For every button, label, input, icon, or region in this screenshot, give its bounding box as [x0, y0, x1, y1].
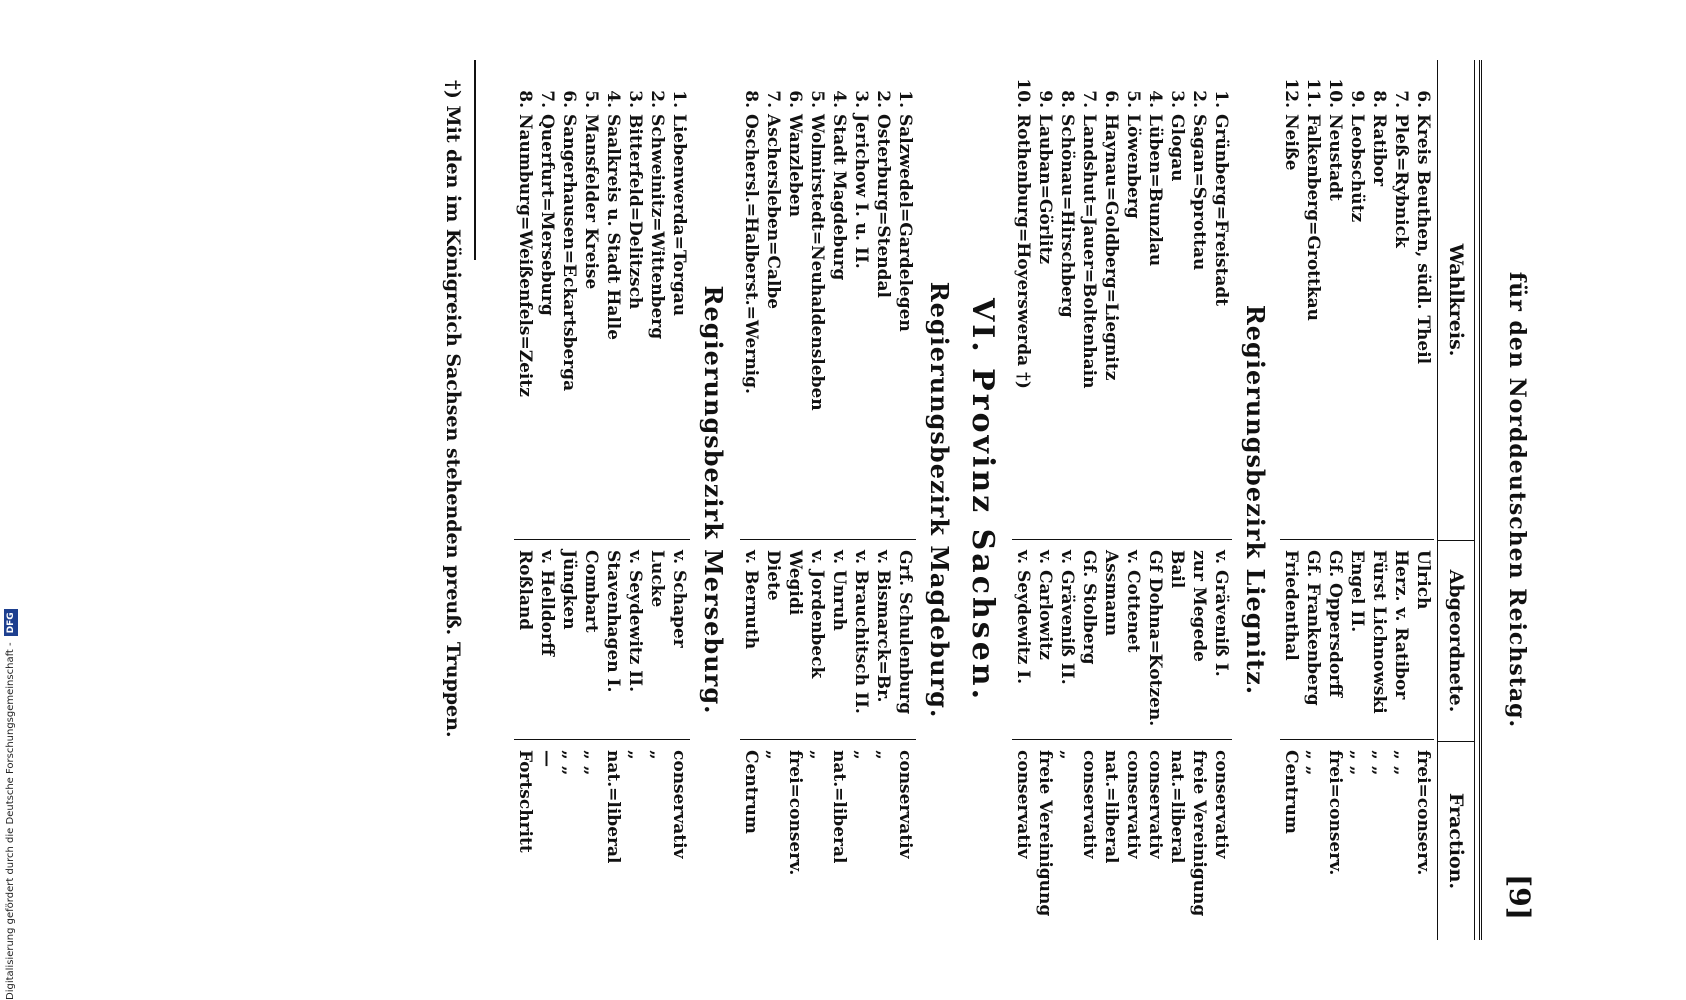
table-row	[1012, 60, 1034, 940]
table-row	[580, 60, 602, 940]
running-head: für den Norddeutschen Reichstag.	[1504, 271, 1530, 729]
abgeordnete-cell: zur Megede	[1188, 540, 1210, 740]
wahlkreis-name: Naumburg=Weißenfels=Zeitz	[515, 114, 535, 397]
row-number: 6.	[559, 90, 579, 108]
table-row	[1412, 60, 1434, 940]
fraction-cell: Fortschritt	[515, 750, 535, 853]
row-number: 8.	[515, 90, 535, 108]
abgeordnete-cell: Combart	[580, 540, 602, 740]
abgeordnete-cell: Herz. v. Ratibor	[1390, 540, 1412, 740]
table-row	[1166, 60, 1188, 940]
abgeordnete-cell: Gf. Stolberg	[1078, 540, 1100, 740]
wahlkreis-name: Grünberg=Freistadt	[1211, 114, 1231, 307]
row-number: 1.	[1211, 90, 1231, 108]
table-row	[806, 60, 828, 940]
fraction-cell: frei=conserv.	[785, 750, 805, 876]
wahlkreis-cell	[762, 60, 784, 540]
wahlkreis-name: Löwenberg	[1123, 114, 1143, 219]
fraction-cell: conservativ	[1211, 750, 1231, 859]
abgeordnete-cell: Stavenhagen I.	[602, 540, 624, 740]
wahlkreis-cell	[1188, 60, 1210, 540]
wahlkreis-name: Mansfelder Kreise	[581, 114, 601, 290]
table-row	[1390, 60, 1412, 940]
wahlkreis-name: Lauban=Görlitz	[1035, 114, 1055, 265]
table-row	[558, 60, 580, 940]
abgeordnete-cell: v. Carlowitz	[1034, 540, 1056, 740]
wahlkreis-name: Salzwedel=Gardelegen	[895, 114, 915, 332]
abgeordnete-cell: Diete	[762, 540, 784, 740]
row-number: 9.	[1035, 90, 1055, 108]
wahlkreis-name: Wolmirstedt=Neuhaldensleben	[807, 114, 827, 411]
table-row	[828, 60, 850, 940]
wahlkreis-cell	[1412, 60, 1434, 540]
abgeordnete-cell: Gf. Frankenberg	[1302, 540, 1324, 740]
fraction-cell: „ „	[1391, 750, 1411, 776]
row-number: 8.	[1057, 90, 1077, 108]
table-header	[1437, 60, 1474, 940]
fraction-cell: freie Vereinigung	[1035, 750, 1055, 917]
fraction-cell: „	[1057, 750, 1077, 760]
top-double-rule	[1474, 60, 1482, 940]
abgeordnete-cell: Friedenthal	[1280, 540, 1302, 740]
fraction-cell: „	[625, 750, 645, 760]
row-number: 2.	[1189, 90, 1209, 108]
wahlkreis-name: Querfurt=Merseburg	[537, 114, 557, 316]
table-row	[1100, 60, 1122, 940]
abgeordnete-cell: v. Seydewitz II.	[624, 540, 646, 740]
row-number: 7.	[1079, 90, 1099, 108]
wahlkreis-name: Jerichow I. u. II.	[851, 114, 871, 269]
abgeordnete-cell: v. Jordenbeck	[806, 540, 828, 740]
digitization-credit	[2, 0, 20, 1000]
row-number: 2.	[647, 90, 667, 108]
wahlkreis-cell	[646, 60, 668, 540]
wahlkreis-cell	[602, 60, 624, 540]
wahlkreis-cell	[558, 60, 580, 540]
row-number: 3.	[1167, 90, 1187, 108]
wahlkreis-cell	[624, 60, 646, 540]
table-row	[1122, 60, 1144, 940]
fraction-cell: „ „	[1303, 750, 1323, 776]
page-number: [9]	[1503, 874, 1536, 920]
fraction-cell: nat.=liberal	[1167, 750, 1187, 864]
wahlkreis-name: Osterburg=Stendal	[873, 114, 893, 299]
fraction-cell: conservativ	[1123, 750, 1143, 859]
table-row	[514, 60, 536, 940]
fraction-cell: conservativ	[1079, 750, 1099, 859]
wahlkreis-name: Aschersleben=Calbe	[763, 114, 783, 310]
wahlkreis-cell	[1012, 60, 1034, 540]
row-number: 5.	[807, 90, 827, 108]
dfg-logo: DFG	[4, 609, 18, 636]
wahlkreis-name: Falkenberg=Grottkau	[1303, 114, 1323, 322]
fraction-cell: Centrum	[1281, 750, 1301, 834]
wahlkreis-name: Ratibor	[1369, 114, 1389, 187]
fraction-cell: „	[647, 750, 667, 760]
wahlkreis-name: Sangerhausen=Eckartsberga	[559, 114, 579, 392]
row-number: 8.	[1369, 90, 1389, 108]
wahlkreis-name: Schönau=Hirschberg	[1057, 114, 1077, 318]
abgeordnete-cell: Grf. Schulenburg	[894, 540, 916, 740]
wahlkreis-cell	[1302, 60, 1324, 540]
table-row	[894, 60, 916, 940]
wahlkreis-cell	[536, 60, 558, 540]
abgeordnete-cell: v. Cottenet	[1122, 540, 1144, 740]
fraction-cell: Centrum	[741, 750, 761, 834]
table-row	[740, 60, 762, 940]
table-row	[602, 60, 624, 940]
scanned-page	[210, 60, 1540, 940]
wahlkreis-name: Haynau=Goldberg=Liegnitz	[1101, 114, 1121, 381]
abgeordnete-cell: Wegidi	[784, 540, 806, 740]
header-wahlkreis: Wahlkreis.	[1438, 60, 1474, 541]
row-number: 4.	[829, 90, 849, 108]
fraction-cell: „ „	[581, 750, 601, 776]
row-number: 4.	[603, 90, 623, 108]
wahlkreis-name: Stadt Magdeburg	[829, 114, 849, 281]
wahlkreis-cell	[1078, 60, 1100, 540]
fraction-cell: frei=conserv.	[1413, 750, 1433, 876]
wahlkreis-cell	[1324, 60, 1346, 540]
row-number: 3.	[851, 90, 871, 108]
row-number: 8.	[741, 90, 761, 108]
row-number: 12.	[1281, 78, 1301, 108]
fraction-cell: „	[807, 750, 827, 760]
wahlkreis-name: Sagan=Sprottau	[1189, 114, 1209, 271]
abgeordnete-cell: v. Bernuth	[740, 540, 762, 740]
fraction-cell: conservativ	[1013, 750, 1033, 859]
abgeordnete-cell: v. Gräveniß I.	[1210, 540, 1232, 740]
fraction-cell: nat.=liberal	[829, 750, 849, 864]
wahlkreis-cell	[1100, 60, 1122, 540]
table-row	[668, 60, 690, 940]
credit-text: Digitalisierung gefördert durch die Deutsche Forschungsgemeinschaft -	[5, 642, 16, 1000]
abgeordnete-cell: v. Unruh	[828, 540, 850, 740]
table-row	[850, 60, 872, 940]
fraction-cell: „	[873, 750, 893, 760]
magdeburg-title: Regierungsbezirk Magdeburg.	[925, 281, 954, 719]
table-row	[1188, 60, 1210, 940]
table-row	[872, 60, 894, 940]
fraction-cell: —	[537, 750, 557, 767]
merseburg-rows	[514, 60, 690, 940]
header-abgeordnete: Abgeordnete.	[1438, 541, 1474, 742]
abgeordnete-cell: v. Gräveniß II.	[1056, 540, 1078, 740]
table-row	[646, 60, 668, 940]
wahlkreis-cell	[1390, 60, 1412, 540]
abgeordnete-cell: v. Bismarck=Br.	[872, 540, 894, 740]
wahlkreis-name: Pleß=Rybnick	[1391, 114, 1411, 248]
table-row	[1324, 60, 1346, 940]
row-number: 9.	[1347, 90, 1367, 108]
wahlkreis-name: Schweinitz=Wittenberg	[647, 114, 667, 340]
fraction-cell: „	[851, 750, 871, 760]
footnote: †) Mit den im Königreich Sachsen stehenden preuß. Truppen.	[442, 80, 464, 738]
fraction-cell: nat.=liberal	[1101, 750, 1121, 864]
wahlkreis-name: Leobschütz	[1347, 114, 1367, 223]
wahlkreis-cell	[1210, 60, 1232, 540]
table-row	[1144, 60, 1166, 940]
wahlkreis-cell	[784, 60, 806, 540]
province-title: VI. Provinz Sachsen.	[965, 297, 1000, 703]
table-row	[1034, 60, 1056, 940]
wahlkreis-cell	[580, 60, 602, 540]
wahlkreis-cell	[1280, 60, 1302, 540]
row-number: 7.	[1391, 90, 1411, 108]
wahlkreis-cell	[1056, 60, 1078, 540]
table-row	[624, 60, 646, 940]
row-number: 7.	[537, 90, 557, 108]
wahlkreis-name: Neustadt	[1325, 114, 1345, 201]
row-number: 2.	[873, 90, 893, 108]
row-number: 5.	[1123, 90, 1143, 108]
abgeordnete-cell: Bail	[1166, 540, 1188, 740]
wahlkreis-name: Saalkreis u. Stadt Halle	[603, 114, 623, 341]
row-number: 3.	[625, 90, 645, 108]
row-number: 6.	[1413, 90, 1433, 108]
table-row	[1302, 60, 1324, 940]
table-row	[536, 60, 558, 940]
row-number: 10.	[1013, 78, 1033, 108]
fraction-cell: „ „	[1369, 750, 1389, 776]
abgeordnete-cell: Lucke	[646, 540, 668, 740]
wahlkreis-cell	[1346, 60, 1368, 540]
footnote-rule	[474, 60, 476, 260]
fraction-cell: „	[763, 750, 783, 760]
table-row	[762, 60, 784, 940]
fraction-cell: „ „	[559, 750, 579, 776]
liegnitz-rows	[1012, 60, 1232, 940]
row-number: 6.	[785, 90, 805, 108]
wahlkreis-cell	[806, 60, 828, 540]
table-row	[784, 60, 806, 940]
liegnitz-title: Regierungsbezirk Liegnitz.	[1241, 304, 1270, 696]
table-row	[1210, 60, 1232, 940]
wahlkreis-cell	[1144, 60, 1166, 540]
header-fraction: Fraction.	[1445, 792, 1467, 890]
wahlkreis-cell	[668, 60, 690, 540]
wahlkreis-name: Kreis Beuthen, südl. Theil	[1413, 114, 1433, 365]
wahlkreis-cell	[514, 60, 536, 540]
merseburg-title: Regierungsbezirk Merseburg.	[699, 285, 728, 715]
fraction-cell: frei=conserv.	[1325, 750, 1345, 876]
wahlkreis-cell	[1166, 60, 1188, 540]
fraction-cell: nat.=liberal	[603, 750, 623, 864]
abgeordnete-cell: Ulrich	[1412, 540, 1434, 740]
wahlkreis-cell	[850, 60, 872, 540]
wahlkreis-name: Oschersl.=Halberst.=Wernig.	[741, 114, 761, 394]
row-number: 1.	[895, 90, 915, 108]
row-number: 10.	[1325, 78, 1345, 108]
wahlkreis-cell	[872, 60, 894, 540]
wahlkreis-cell	[828, 60, 850, 540]
table-row	[1368, 60, 1390, 940]
abgeordnete-cell: v. Brauchitsch II.	[850, 540, 872, 740]
abgeordnete-cell: Gf. Oppersdorff	[1324, 540, 1346, 740]
wahlkreis-cell	[740, 60, 762, 540]
abgeordnete-cell: Assmann	[1100, 540, 1122, 740]
wahlkreis-cell	[1034, 60, 1056, 540]
wahlkreis-name: Lüben=Bunzlau	[1145, 114, 1165, 267]
table-row	[1280, 60, 1302, 940]
abgeordnete-cell: v. Seydewitz I.	[1012, 540, 1034, 740]
abgeordnete-cell: Engel II.	[1346, 540, 1368, 740]
wahlkreis-name: Liebenwerda=Torgau	[669, 114, 689, 317]
row-number: 5.	[581, 90, 601, 108]
fraction-cell: „ „	[1347, 750, 1367, 776]
top-rows	[1280, 60, 1434, 940]
fraction-cell: conservativ	[669, 750, 689, 859]
fraction-cell: freie Vereinigung	[1189, 750, 1209, 917]
fraction-cell: conservativ	[895, 750, 915, 859]
table-row	[1346, 60, 1368, 940]
wahlkreis-cell	[1122, 60, 1144, 540]
row-number: 7.	[763, 90, 783, 108]
abgeordnete-cell: Gf Dohna=Kotzen.	[1144, 540, 1166, 740]
abgeordnete-cell: v. Schaper	[668, 540, 690, 740]
wahlkreis-name: Glogau	[1167, 114, 1187, 182]
row-number: 6.	[1101, 90, 1121, 108]
abgeordnete-cell: Fürst Lichnowski	[1368, 540, 1390, 740]
wahlkreis-name: Landshut=Jauer=Boltenhain	[1079, 114, 1099, 389]
row-number: 11.	[1303, 78, 1323, 108]
abgeordnete-cell: Roßland	[514, 540, 536, 740]
fraction-cell: conservativ	[1145, 750, 1165, 859]
abgeordnete-cell: Jüngken	[558, 540, 580, 740]
wahlkreis-name: Wanzleben	[785, 114, 805, 217]
table-row	[1056, 60, 1078, 940]
table-row	[1078, 60, 1100, 940]
wahlkreis-cell	[1368, 60, 1390, 540]
magdeburg-rows	[740, 60, 916, 940]
row-number: 1.	[669, 90, 689, 108]
abgeordnete-cell: v. Helldorff	[536, 540, 558, 740]
wahlkreis-name: Rothenburg=Hoyerswerda †)	[1013, 114, 1033, 389]
wahlkreis-cell	[894, 60, 916, 540]
row-number: 4.	[1145, 90, 1165, 108]
wahlkreis-name: Bitterfeld=Delitzsch	[625, 114, 645, 310]
wahlkreis-name: Neiße	[1281, 114, 1301, 171]
